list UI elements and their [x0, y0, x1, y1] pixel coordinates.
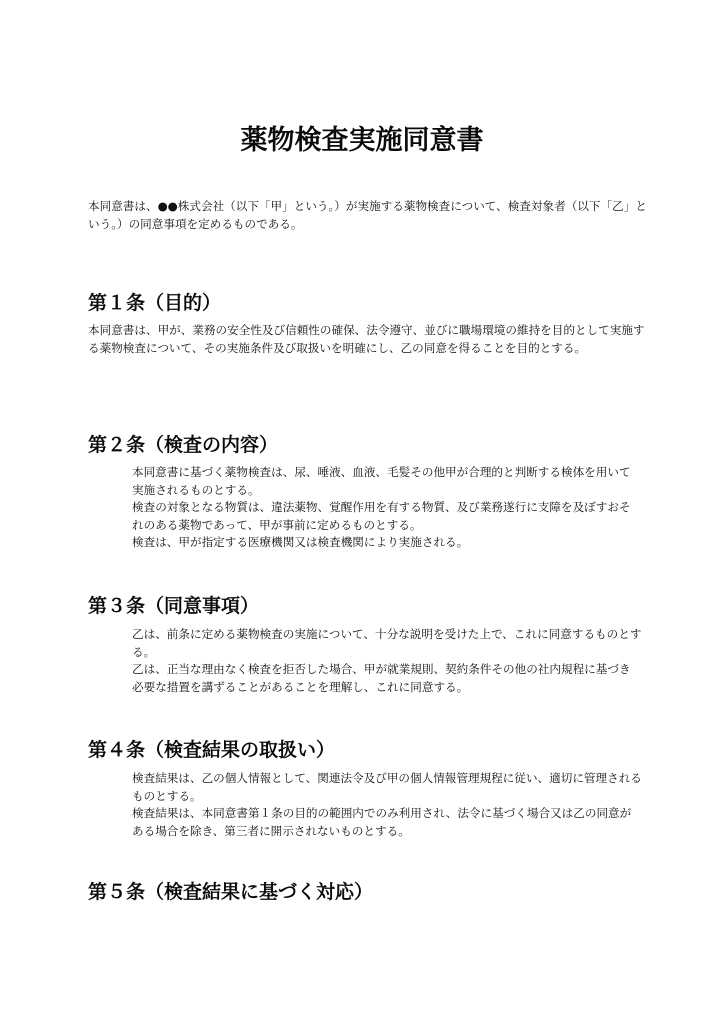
article-3-body	[132, 626, 642, 696]
article-2-paragraph-3: 検査は、甲が指定する医療機関又は検査機関により実施される。	[132, 535, 469, 549]
intro-paragraph: 本同意書は、●●株式会社（以下「甲」という。）が実施する薬物検査について、検査対象者（以下「乙」という。）の同意事項を定めるものである。	[88, 199, 647, 231]
article-3-paragraph-1: 乙は、前条に定める薬物検査の実施について、十分な説明を受けた上で、これに同意するものとする。	[132, 627, 642, 659]
article-2-paragraph-2: 検査の対象となる物質は、違法薬物、覚醒作用を有する物質、及び業務遂行に支障を及ぼすおそれのある薬物であって、甲が事前に定めるものとする。	[132, 500, 631, 532]
article-1-paragraph-1: 本同意書は、甲が、業務の安全性及び信頼性の確保、法令遵守、並びに職場環境の維持を目的として実施する薬物検査について、その実施条件及び取扱いを明確にし、乙の同意を得ることを目的とする。	[88, 323, 645, 355]
article-2-body	[132, 464, 642, 552]
article-5-heading: 第５条（検査結果に基づく対応）	[88, 881, 374, 903]
article-4-paragraph-2: 検査結果は、本同意書第１条の目的の範囲内でのみ利用され、法令に基づく場合又は乙の同意がある場合を除き、第三者に開示されないものとする。	[132, 806, 632, 838]
article-2-heading: 第２条（検査の内容）	[88, 434, 279, 456]
article-2-paragraph-1: 本同意書に基づく薬物検査は、尿、唾液、血液、毛髪その他甲が合理的と判断する検体を用いて実施されるものとする。	[132, 465, 631, 497]
article-1-heading: 第１条（目的）	[88, 292, 222, 314]
article-1-body	[88, 322, 648, 357]
document-title: 薬物検査実施同意書	[240, 125, 484, 156]
article-4-body	[132, 770, 642, 840]
article-4-heading: 第４条（検査結果の取扱い）	[88, 739, 336, 761]
article-3-paragraph-2: 乙は、正当な理由なく検査を拒否した場合、甲が就業規則、契約条件その他の社内規程に基づき必要な措置を講ずることがあることを理解し、これに同意する。	[132, 662, 631, 694]
article-3-heading: 第３条（同意事項）	[88, 595, 260, 617]
article-4-paragraph-1: 検査結果は、乙の個人情報として、関連法令及び甲の個人情報管理規程に従い、適切に管理されるものとする。	[132, 771, 642, 803]
